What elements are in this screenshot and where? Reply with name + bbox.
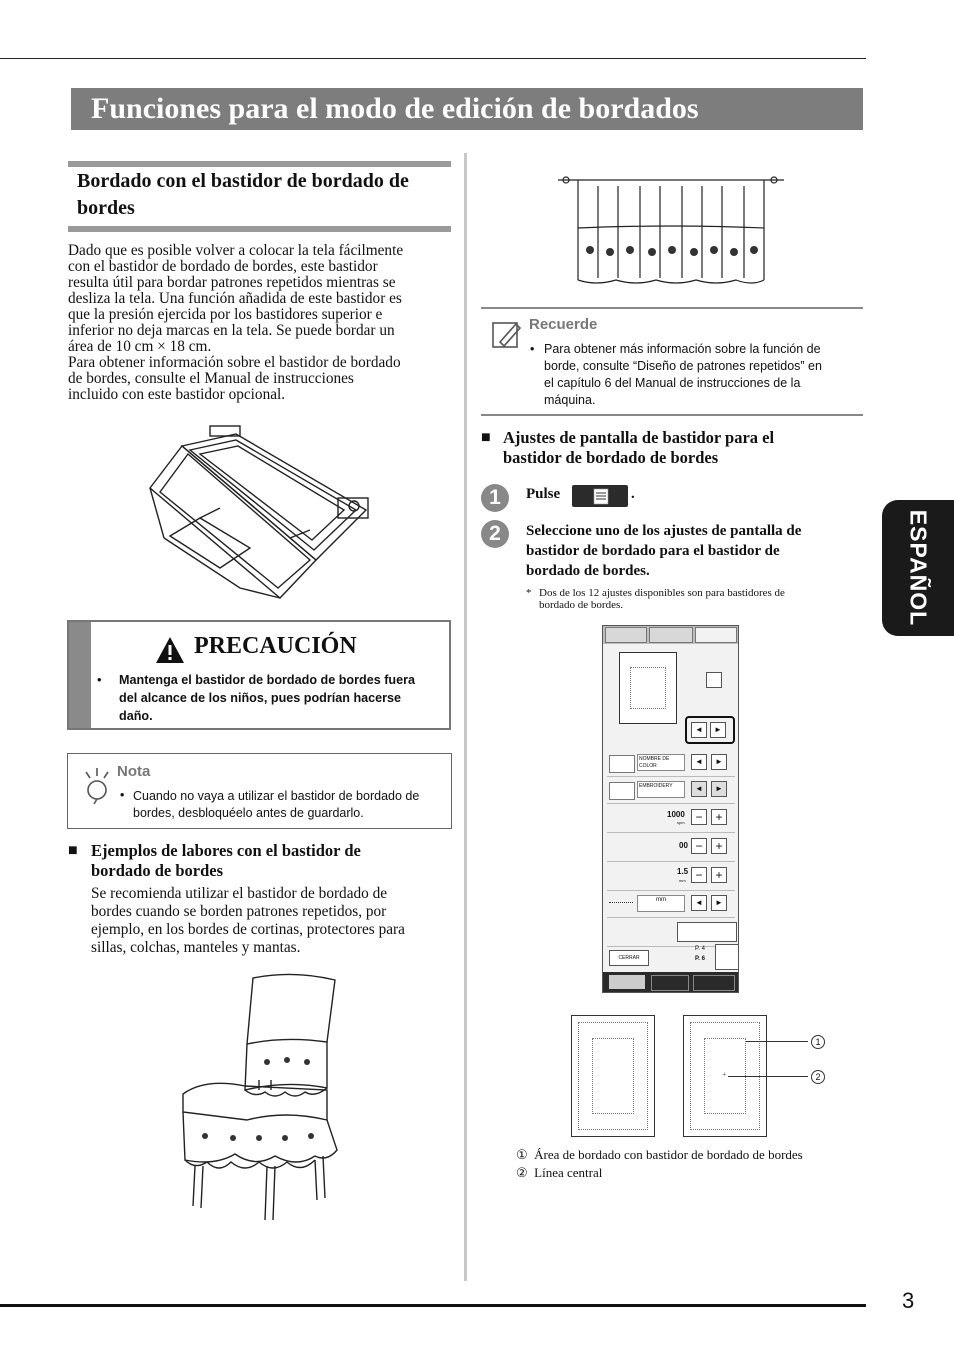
tension-icon [611,838,631,856]
step-2-text [526,521,856,581]
step-1-period: . [631,486,635,502]
note-bullet: • [120,788,125,802]
foot-height-value: 1.5 [677,867,689,876]
intro-line: Dado que es posible volver a colocar la tela fácilmente [68,242,404,259]
step-2-number: 2 [481,520,509,548]
caution-box [67,620,451,730]
legend-item [516,1164,861,1182]
language-tab [882,500,954,636]
examples-line: bordes cuando se borden patrones repetidos, por [91,903,387,920]
border-frame-illustration [140,418,380,604]
remember-bottom-rule [481,414,863,416]
note-box [67,753,452,829]
foot-height-plus-button[interactable]: + [711,867,727,883]
settings-heading-line: Ajustes de pantalla de bastidor para el [503,428,775,447]
page-number: 3 [902,1288,915,1313]
top-rule [0,58,866,59]
column-separator [464,153,467,1281]
section-bar-top [68,161,451,167]
intro-text [68,243,458,403]
settings-list-icon [572,485,628,507]
legend-text: Área de bordado con bastidor de bordado de bordes [534,1147,803,1162]
examples-line: ejemplo, en los bordes de cortinas, protectores para [91,921,405,938]
footnote-line: Dos de los 12 ajustes disponibles son para bastidores de [539,587,785,599]
settings-heading [503,428,863,468]
legend-text: Línea central [534,1165,603,1180]
caution-line: daño. [119,709,153,723]
examples-heading-line: Ejemplos de labores con el bastidor de [91,841,361,860]
memo-pencil-icon [490,318,522,350]
step-2-line: Seleccione uno de los ajustes de pantalla de [526,523,802,539]
screen-tab-row [603,626,738,644]
note-title: Nota [117,763,151,780]
speed-value: 1000 [667,810,685,819]
examples-text [91,885,451,957]
thread-prev-button[interactable]: ◄ [691,781,707,797]
section-title: Bordado con el bastidor de bordado de bordes [77,170,409,219]
lightbulb-icon [80,764,114,806]
tension-value: 00 [679,841,688,850]
page-indicator: P. 4 [695,946,705,952]
speed-minus-button[interactable]: − [691,809,707,825]
examples-line: sillas, colchas, manteles y mantas. [91,939,301,956]
color-name-value: NOMBRE DE COLOR [637,754,685,771]
color-name-next-button[interactable]: ► [711,754,727,770]
frame-diagram-left [571,1015,655,1137]
settings-row-color-name [607,750,735,777]
caution-line: del alcance de los niños, pues podrían hacerse [119,691,402,705]
settings-row-display [607,918,735,947]
speed-icon [611,809,631,827]
units-value: mm [637,895,685,912]
remember-line: máquina. [544,393,596,407]
remember-bullet: • [530,342,535,356]
remember-title: Recuerde [529,316,598,333]
square-bullet-icon: ■ [481,429,491,446]
caution-bullet: • [97,672,102,687]
intro-line: de bordes, consulte el Manual de instrucciones [68,370,354,387]
ruler-icon [609,902,633,906]
warning-icon [155,636,185,664]
examples-heading [91,841,451,881]
step-1-number: 1 [481,484,509,512]
settings-row-speed [607,804,735,833]
curtain-illustration [556,168,788,292]
center-mark: + [722,1070,727,1079]
footnote-line: bordado de bordes. [539,599,624,611]
examples-heading-line: bordado de bordes [91,861,224,880]
caution-text [119,671,449,725]
legend-number: ② [516,1165,528,1180]
intro-line: incluido con este bastidor opcional. [68,386,286,403]
frame-next-button[interactable]: ► [710,722,726,738]
intro-line: con el bastidor de bordado de bordes, este bastidor [68,258,378,275]
settings-heading-line: bastidor de bordado de bordes [503,448,719,467]
speed-plus-button[interactable]: + [711,809,727,825]
tension-plus-button[interactable]: + [711,838,727,854]
thread-next-button[interactable]: ► [711,781,727,797]
foot-height-icon [611,867,631,885]
step-2-line: bordado de bordes. [526,563,650,579]
callout-line-2 [728,1076,808,1077]
frame-settings-key-button[interactable] [572,485,628,507]
callout-marker-1: 1 [811,1035,825,1049]
callout-line-1 [746,1041,808,1042]
page-title: Funciones para el modo de edición de bordados [91,92,699,125]
caution-title: PRECAUCIÓN [194,633,357,659]
settings-row-thread [607,777,735,804]
note-line: Cuando no vaya a utilizar el bastidor de bordado de [133,789,420,803]
examples-line: Se recomienda utilizar el bastidor de bordado de [91,885,388,902]
intro-line: inferior no deja marcas en la tela. Se puede bordar un [68,322,395,339]
settings-row-units [607,891,735,918]
speed-unit: spm [677,820,685,825]
remember-line: el capítulo 6 del Manual de instrucciones de la [544,376,801,390]
step-2-line: bastidor de bordado para el bastidor de [526,543,780,559]
remember-line: borde, consulte “Diseño de patrones repetidos” en [544,359,822,373]
foot-height-unit: mm [679,878,686,883]
tab-general-settings[interactable] [605,627,647,643]
intro-line: desliza la tela. Una función añadida de este bastidor es [68,290,402,307]
intro-line: área de 10 cm × 18 cm. [68,338,212,355]
step-1-text: Pulse [526,486,561,502]
note-line: bordes, desbloquéelo antes de guardarlo. [133,806,364,820]
legend [516,1146,861,1182]
thread-brand-value: EMBROIDERY [637,781,685,798]
remember-line: Para obtener más información sobre la función de [544,342,821,356]
remember-text [544,341,862,409]
settings-row-foot-height [607,862,735,891]
note-text [133,788,453,822]
remember-top-rule [481,307,863,309]
foot-height-minus-button[interactable]: − [691,867,707,883]
section-bar-bottom [68,226,451,232]
legend-number: ① [516,1147,528,1162]
color-name-prev-button[interactable]: ◄ [691,754,707,770]
language-tab-label: ESPAÑOL [905,509,932,627]
tab-frame-settings[interactable] [695,627,737,643]
legend-item [516,1146,861,1164]
footnote-text [539,587,859,611]
intro-line: que la presión ejercida por los bastidores superior e [68,306,383,323]
frame-preview [619,652,677,724]
bottom-rule [0,1304,866,1307]
tab-embroidery-settings[interactable] [649,627,693,643]
tension-minus-button[interactable]: − [691,838,707,854]
page-title-bar [71,88,863,130]
page-next-button[interactable] [715,944,739,970]
footnote-mark: * [526,587,532,599]
intro-line: resulta útil para bordar patrones repetidos mientras se [68,274,396,291]
units-prev-button[interactable]: ◄ [691,895,707,911]
callout-marker-2: 2 [811,1070,825,1084]
bottom-help-button[interactable] [693,975,735,991]
close-button[interactable]: CERRAR [609,950,649,966]
frame-icon [706,672,722,688]
square-bullet-icon: ■ [68,842,78,859]
screen-bottom-bar [603,972,738,992]
units-next-button[interactable]: ► [711,895,727,911]
caution-line: Mantenga el bastidor de bordado de bordes fuera [119,673,415,687]
settings-row-tension [607,833,735,862]
page-total: P. 6 [695,956,705,962]
chair-illustration [175,970,345,1222]
frame-prev-button[interactable]: ◄ [691,722,707,738]
machine-settings-screen [602,625,739,993]
bottom-embroidery-button[interactable] [651,975,689,991]
display-toggle-button[interactable] [677,922,737,942]
caution-strip [69,622,91,728]
intro-line: Para obtener información sobre el bastidor de bordado [68,354,401,371]
display-icon [609,923,633,941]
bottom-settings-button[interactable] [609,975,645,989]
